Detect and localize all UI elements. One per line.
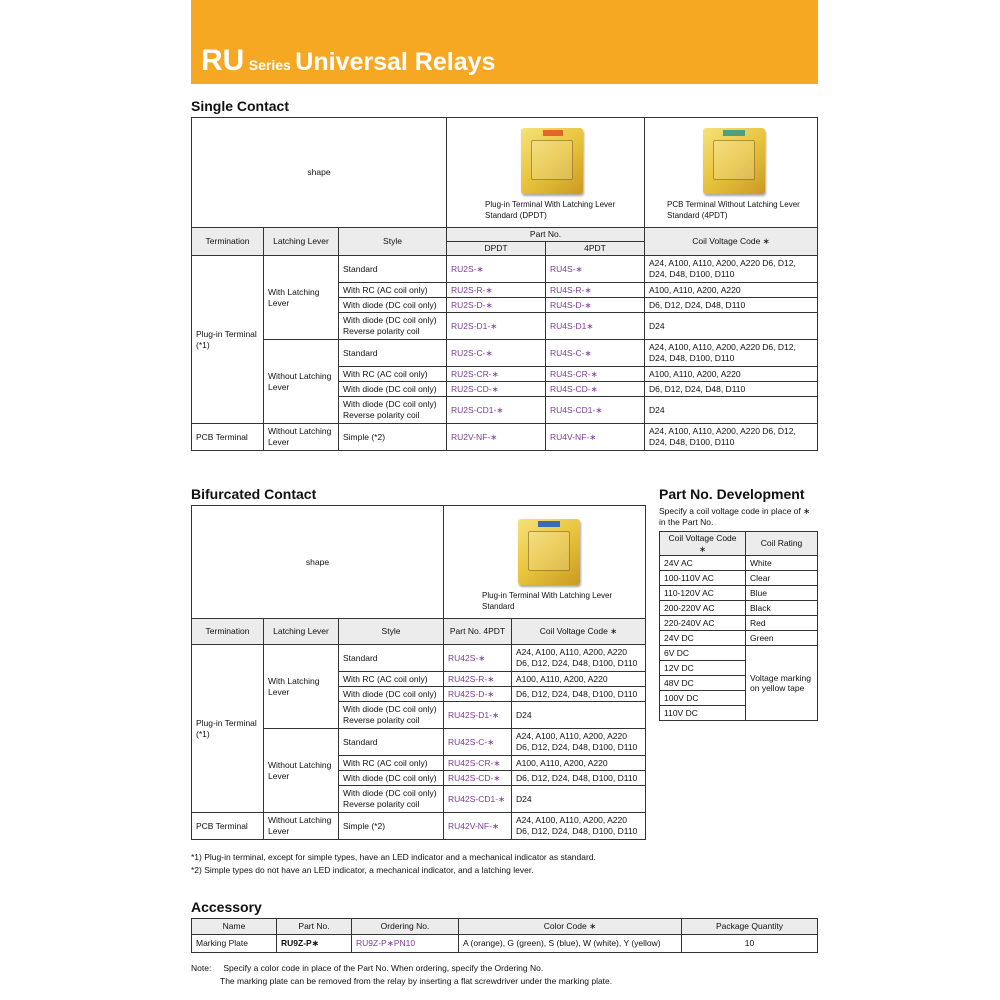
- part-no-cell: RU4S-CR-∗: [546, 367, 645, 382]
- part-no-cell: RU42S-D-∗: [444, 687, 512, 702]
- footnotes: [191, 851, 596, 877]
- part-no-cell: RU2S-CD-∗: [447, 382, 546, 397]
- style-cell: With diode (DC coil only) Reverse polarity coil: [339, 313, 447, 340]
- header-latching-lever: Latching Lever: [264, 619, 339, 645]
- group-without-latching-lever: Without Latching Lever: [264, 729, 339, 813]
- coil-code: 110-120V AC: [660, 586, 746, 601]
- part-no-cell: RU2V-NF-∗: [447, 424, 546, 451]
- part-no-cell: RU2S-CD1-∗: [447, 397, 546, 424]
- part-no-cell: RU42S-CD1-∗: [444, 786, 512, 813]
- part-no-cell: RU42S-D1-∗: [444, 702, 512, 729]
- coil-rating: Clear: [746, 571, 818, 586]
- part-no-cell: RU2S-R-∗: [447, 283, 546, 298]
- coil-code-cell: D6, D12, D24, D48, D100, D110: [512, 771, 646, 786]
- accessory-name: Marking Plate: [192, 935, 277, 953]
- header-name: Name: [192, 919, 277, 935]
- part-no-cell: RU42S-R-∗: [444, 672, 512, 687]
- style-cell: With diode (DC coil only) Reverse polarity coil: [339, 702, 444, 729]
- style-cell: Simple (*2): [339, 813, 444, 840]
- header-coil-voltage: Coil Voltage Code ∗: [645, 228, 818, 256]
- header-latching-lever: Latching Lever: [264, 228, 339, 256]
- relay-dpdt-image: [521, 128, 583, 194]
- coil-code-cell: D6, D12, D24, D48, D110: [645, 382, 818, 397]
- header-part-no: Part No.: [447, 228, 645, 242]
- part-no-cell: RU42V-NF-∗: [444, 813, 512, 840]
- footnote-2: *2) Simple types do not have an LED indicator, a mechanical indicator, and a latching lever.: [191, 864, 534, 875]
- style-cell: Simple (*2): [339, 424, 447, 451]
- part-no-cell: RU4V-NF-∗: [546, 424, 645, 451]
- coil-code-cell: A100, A110, A200, A220: [645, 367, 818, 382]
- coil-code-cell: A100, A110, A200, A220: [512, 672, 646, 687]
- coil-code: 24V AC: [660, 556, 746, 571]
- coil-rating: Red: [746, 616, 818, 631]
- header-package-quantity: Package Quantity: [682, 919, 818, 935]
- style-cell: Standard: [339, 340, 447, 367]
- coil-code-table: [659, 531, 818, 721]
- group-plugin-terminal: Plug-in Terminal (*1): [192, 256, 264, 424]
- footnote-1: *1) Plug-in terminal, except for simple types, have an LED indicator and a mechanical indicator as standard.: [191, 852, 596, 862]
- part-no-cell: RU4S-CD-∗: [546, 382, 645, 397]
- shape-label: shape: [192, 118, 447, 228]
- part-no-cell: RU4S-D1∗: [546, 313, 645, 340]
- style-cell: With RC (AC coil only): [339, 756, 444, 771]
- accessory-heading: Accessory: [191, 899, 262, 915]
- coil-code: 200-220V AC: [660, 601, 746, 616]
- 4pdt-caption: PCB Terminal Without Latching Lever Standard (4PDT): [667, 200, 800, 220]
- part-no-cell: RU42S-∗: [444, 645, 512, 672]
- coil-code-cell: A24, A100, A110, A200, A220 D6, D12, D24, D48, D100, D110: [645, 256, 818, 283]
- coil-code-cell: D24: [645, 313, 818, 340]
- header-dpdt: DPDT: [447, 242, 546, 256]
- part-no-cell: RU4S-D-∗: [546, 298, 645, 313]
- title-banner: [191, 0, 818, 84]
- accessory-quantity: 10: [682, 935, 818, 953]
- group-pcb-terminal: PCB Terminal: [192, 813, 264, 840]
- part-no-cell: RU42S-C-∗: [444, 729, 512, 756]
- coil-code: 100-110V AC: [660, 571, 746, 586]
- coil-code-cell: A24, A100, A110, A200, A220 D6, D12, D24, D48, D100, D110: [512, 729, 646, 756]
- group-without-latching-lever: Without Latching Lever: [264, 340, 339, 424]
- header-part-no: Part No.: [277, 919, 352, 935]
- dpdt-photo-cell: [447, 118, 645, 228]
- accessory-color-code: A (orange), G (green), S (blue), W (white), Y (yellow): [459, 935, 682, 953]
- group-pcb-latching: Without Latching Lever: [264, 424, 339, 451]
- header-coil-rating: Coil Rating: [746, 532, 818, 556]
- part-no-development-heading: Part No. Development: [659, 486, 805, 502]
- coil-code-cell: A24, A100, A110, A200, A220 D6, D12, D24, D48, D100, D110: [645, 424, 818, 451]
- coil-rating-dc: Voltage marking on yellow tape: [746, 646, 818, 721]
- coil-rating: Black: [746, 601, 818, 616]
- header-4pdt: 4PDT: [546, 242, 645, 256]
- header-termination: Termination: [192, 619, 264, 645]
- part-no-cell: RU4S-R-∗: [546, 283, 645, 298]
- header-style: Style: [339, 619, 444, 645]
- group-with-latching-lever: With Latching Lever: [264, 256, 339, 340]
- bifurcated-contact-table: [191, 505, 646, 840]
- coil-code: 110V DC: [660, 706, 746, 721]
- group-pcb-terminal: PCB Terminal: [192, 424, 264, 451]
- style-cell: With diode (DC coil only): [339, 298, 447, 313]
- coil-code-cell: A100, A110, A200, A220: [512, 756, 646, 771]
- coil-code: 24V DC: [660, 631, 746, 646]
- header-color-code: Color Code ∗: [459, 919, 682, 935]
- part-no-cell: RU42S-CD-∗: [444, 771, 512, 786]
- style-cell: Standard: [339, 645, 444, 672]
- bifurcated-caption: Plug-in Terminal With Latching Lever Standard: [482, 591, 613, 611]
- relay-bifurcated-image: [518, 519, 580, 585]
- coil-code-cell: D24: [645, 397, 818, 424]
- coil-code: 100V DC: [660, 691, 746, 706]
- header-ordering-no: Ordering No.: [352, 919, 459, 935]
- part-no-cell: RU2S-D-∗: [447, 298, 546, 313]
- note-line-1: Specify a color code in place of the Part No. When ordering, specify the Ordering No.: [223, 963, 544, 973]
- style-cell: With RC (AC coil only): [339, 367, 447, 382]
- style-cell: With diode (DC coil only): [339, 771, 444, 786]
- group-with-latching-lever: With Latching Lever: [264, 645, 339, 729]
- coil-rating: Blue: [746, 586, 818, 601]
- 4pdt-photo-cell: [645, 118, 818, 228]
- coil-code-cell: D24: [512, 786, 646, 813]
- part-no-cell: RU2S-CR-∗: [447, 367, 546, 382]
- coil-code: 220-240V AC: [660, 616, 746, 631]
- coil-code-cell: A100, A110, A200, A220: [645, 283, 818, 298]
- header-style: Style: [339, 228, 447, 256]
- accessory-note: [191, 962, 612, 988]
- dpdt-caption: Plug-in Terminal With Latching Lever Standard (DPDT): [485, 200, 616, 220]
- page-title: RU Series Universal Relays: [201, 44, 496, 77]
- part-no-cell: RU42S-CR-∗: [444, 756, 512, 771]
- bifurcated-contact-heading: Bifurcated Contact: [191, 486, 317, 502]
- coil-rating: White: [746, 556, 818, 571]
- development-intro: Specify a coil voltage code in place of ∗ in the Part No.: [659, 506, 811, 528]
- group-pcb-latching: Without Latching Lever: [264, 813, 339, 840]
- style-cell: With diode (DC coil only): [339, 687, 444, 702]
- accessory-ordering-no: RU9Z-P∗PN10: [352, 935, 459, 953]
- style-cell: With RC (AC coil only): [339, 283, 447, 298]
- part-no-cell: RU2S-C-∗: [447, 340, 546, 367]
- coil-code-cell: A24, A100, A110, A200, A220 D6, D12, D24, D48, D100, D110: [645, 340, 818, 367]
- style-cell: With diode (DC coil only) Reverse polarity coil: [339, 397, 447, 424]
- header-part-no-4pdt: Part No. 4PDT: [444, 619, 512, 645]
- header-coil-code: Coil Voltage Code ∗: [660, 532, 746, 556]
- style-cell: With diode (DC coil only) Reverse polarity coil: [339, 786, 444, 813]
- single-contact-table: [191, 117, 818, 451]
- note-label: Note:: [191, 963, 212, 973]
- part-no-cell: RU4S-CD1-∗: [546, 397, 645, 424]
- single-contact-heading: Single Contact: [191, 98, 290, 114]
- part-no-cell: RU2S-∗: [447, 256, 546, 283]
- accessory-table: [191, 918, 818, 953]
- part-no-cell: RU2S-D1-∗: [447, 313, 546, 340]
- header-termination: Termination: [192, 228, 264, 256]
- bifurcated-photo-cell: [444, 506, 646, 619]
- part-no-cell: RU4S-∗: [546, 256, 645, 283]
- group-plugin-terminal: Plug-in Terminal (*1): [192, 645, 264, 813]
- style-cell: Standard: [339, 256, 447, 283]
- coil-code: 48V DC: [660, 676, 746, 691]
- coil-rating: Green: [746, 631, 818, 646]
- header-coil-voltage: Coil Voltage Code ∗: [512, 619, 646, 645]
- note-line-2: The marking plate can be removed from the relay by inserting a flat screwdriver under the marking plate.: [220, 975, 613, 986]
- coil-code-cell: D6, D12, D24, D48, D110: [645, 298, 818, 313]
- part-no-cell: RU4S-C-∗: [546, 340, 645, 367]
- relay-4pdt-image: [703, 128, 765, 194]
- shape-label: shape: [192, 506, 444, 619]
- coil-code-cell: D6, D12, D24, D48, D100, D110: [512, 687, 646, 702]
- accessory-part-no: RU9Z-P∗: [277, 935, 352, 953]
- coil-code-cell: A24, A100, A110, A200, A220 D6, D12, D24, D48, D100, D110: [512, 645, 646, 672]
- coil-code: 6V DC: [660, 646, 746, 661]
- coil-code: 12V DC: [660, 661, 746, 676]
- style-cell: With diode (DC coil only): [339, 382, 447, 397]
- style-cell: Standard: [339, 729, 444, 756]
- coil-code-cell: D24: [512, 702, 646, 729]
- style-cell: With RC (AC coil only): [339, 672, 444, 687]
- coil-code-cell: A24, A100, A110, A200, A220 D6, D12, D24, D48, D100, D110: [512, 813, 646, 840]
